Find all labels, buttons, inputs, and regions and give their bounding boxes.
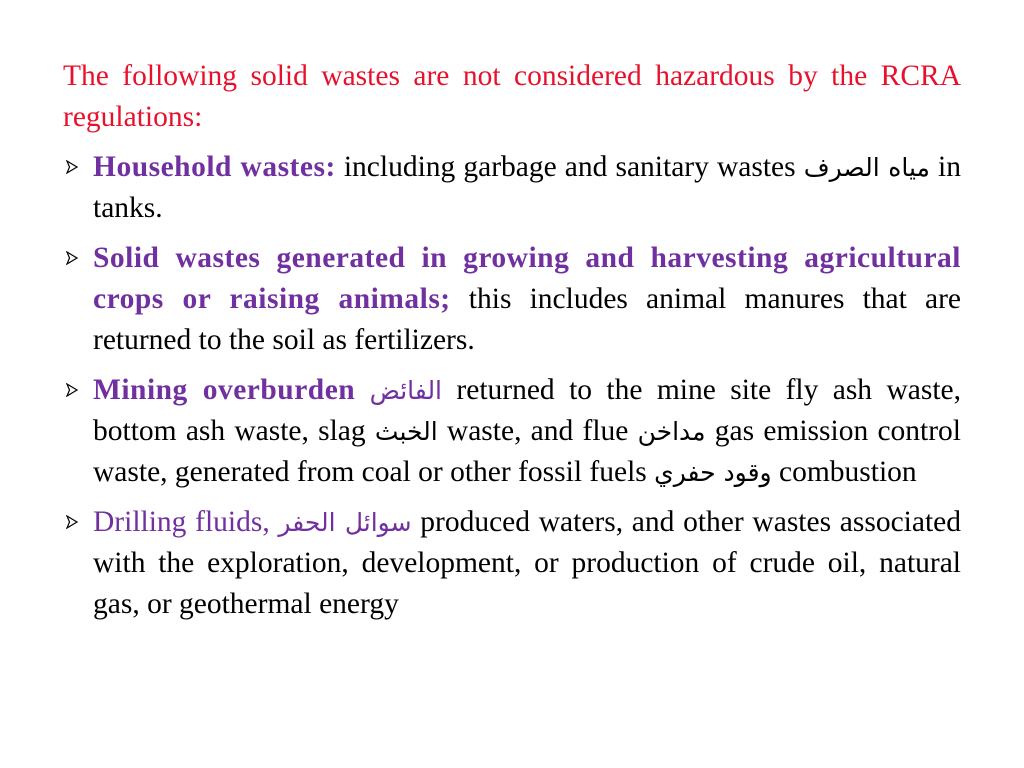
- intro-text: The following solid wastes are not considered hazardous by the RCRA regulations:: [63, 60, 961, 133]
- bullet-heading: Mining overburden: [93, 374, 356, 406]
- bullet-text: gas emission control waste, generated from coal or other fossil fuels: [93, 415, 961, 488]
- bullet-household-wastes: [63, 147, 961, 229]
- arrowhead-bullet-icon: [63, 370, 85, 411]
- arrowhead-bullet-icon: [63, 502, 85, 543]
- bullet-text: combustion: [771, 456, 917, 488]
- arabic-term: الخبث: [374, 417, 438, 446]
- bullet-text: this includes animal manures that are returned to the soil as fertilizers.: [93, 283, 961, 356]
- arrowhead-bullet-icon: [63, 147, 85, 188]
- bullet-mining-overburden: [63, 370, 961, 493]
- bullet-heading: Household wastes:: [93, 151, 336, 183]
- bullet-agricultural-wastes: [63, 238, 961, 361]
- slide-content: [63, 56, 961, 634]
- arabic-term: وقود حفري: [654, 458, 772, 487]
- bullet-text: returned to the mine site fly ash waste, bottom ash waste, slag: [93, 374, 961, 447]
- arabic-term: مداخن: [637, 417, 706, 446]
- bullet-drilling-fluids: [63, 502, 961, 625]
- arrowhead-bullet-icon: [63, 238, 85, 279]
- bullet-text: waste, and flue: [437, 415, 638, 447]
- bullet-heading: Drilling fluids,: [93, 506, 270, 538]
- bullet-text: including garbage and sanitary wastes: [335, 151, 804, 183]
- arabic-term: مياه الصرف: [803, 153, 930, 182]
- bullet-text: produced waters, and other wastes associated with the exploration, development, or production of crude oil, natural gas, or geothermal energy: [93, 506, 962, 620]
- arabic-term: سوائل الحفر: [278, 508, 412, 537]
- arabic-term: الفائض: [369, 376, 443, 405]
- bullet-text: in tanks.: [93, 151, 961, 224]
- bullet-text: [355, 374, 369, 406]
- bullet-list: [63, 147, 961, 625]
- bullet-heading: Solid wastes generated in growing and harvesting agricultural crops or raising animals;: [93, 242, 961, 315]
